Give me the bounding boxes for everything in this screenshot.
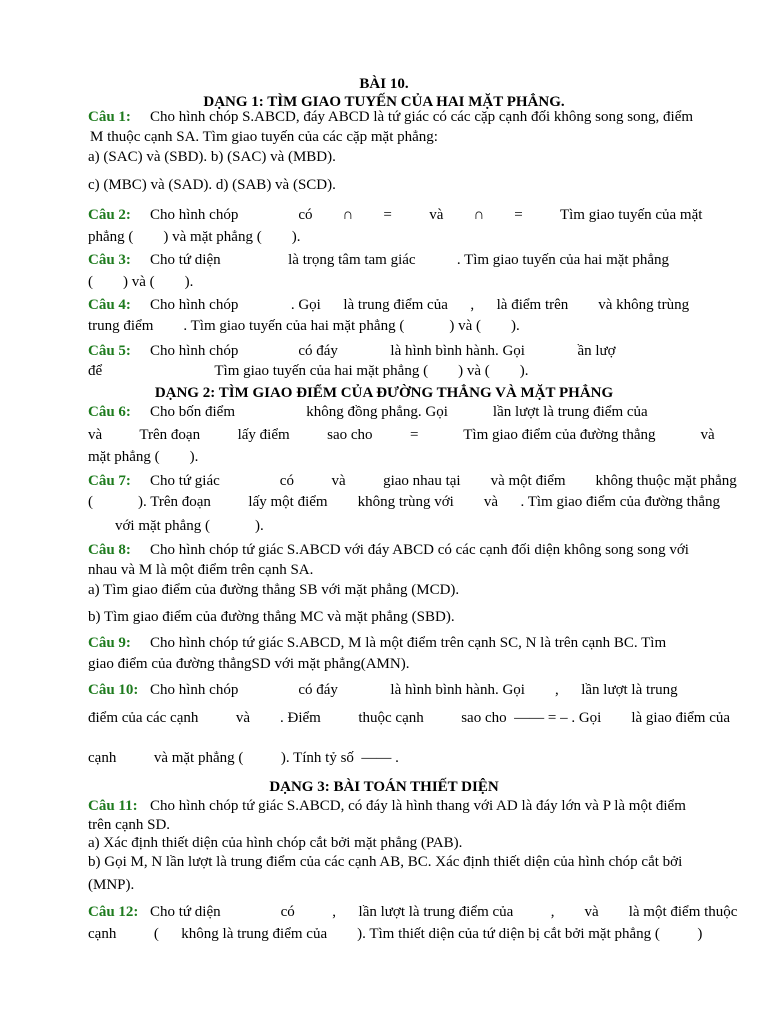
text-line [88, 493, 728, 512]
question-label: Câu 6: [88, 404, 131, 420]
text-line [88, 608, 728, 627]
question-label: Câu 5: [88, 343, 131, 359]
question-text: cạnh và mặt phẳng ( ). Tính tỷ số —— . [88, 750, 399, 766]
text-line [88, 296, 728, 315]
question-text: Cho tứ giác có và giao nhau tại và một điểm không thuộc mặt phẳng [150, 473, 737, 489]
text-line [88, 925, 728, 944]
question-text: Cho hình chóp có đáy là hình bình hành. Gọi ần lượ [150, 343, 616, 359]
text-line [88, 876, 728, 895]
document-title: BÀI 10. [359, 76, 409, 92]
question-text: điểm của các cạnh và . Điểm thuộc cạnh sao cho —— = – . Gọi là giao điểm của [88, 710, 731, 726]
question-text: Cho tứ diện có , lần lượt là trung điểm của , và là một điểm thuộc [150, 904, 738, 920]
text-line [88, 317, 728, 336]
text-line [88, 426, 728, 445]
question-text: nhau và M là một điểm trên cạnh SA. [88, 562, 314, 578]
question-text: a) (SAC) và (SBD). b) (SAC) và (MBD). [88, 149, 336, 165]
question-text: trung điểm . Tìm giao tuyến của hai mặt phẳng ( ) và ( ). [88, 318, 520, 334]
text-line [88, 448, 728, 467]
question-text: Cho hình chóp có ∩ = và ∩ = Tìm giao tuyến của mặt [150, 207, 703, 223]
question-text: và Trên đoạn lấy điểm sao cho = Tìm giao điểm của đường thẳng và [88, 427, 715, 443]
text-line [88, 228, 728, 247]
text-line [88, 853, 728, 872]
question-text: (MNP). [88, 877, 135, 893]
question-label: Câu 1: [88, 109, 131, 125]
question-text: Cho tứ diện là trọng tâm tam giác . Tìm giao tuyến của hai mặt phẳng [150, 252, 670, 268]
text-line [115, 517, 728, 536]
text-line [88, 581, 728, 600]
text-line [88, 108, 728, 127]
text-line [88, 472, 737, 491]
question-text: M thuộc cạnh SA. Tìm giao tuyến của các cặp mặt phẳng: [90, 129, 438, 145]
question-label: Câu 8: [88, 542, 131, 558]
question-text: để Tìm giao tuyến của hai mặt phẳng ( ) và ( ). [88, 363, 529, 379]
question-label: Câu 2: [88, 207, 131, 223]
text-line [88, 903, 738, 922]
question-text: Cho hình chóp tứ giác S.ABCD, có đáy là hình thang với AD là đáy lớn và P là một điểm [150, 798, 686, 814]
question-text: cạnh ( không là trung điểm của ). Tìm thiết diện của tứ diện bị cắt bởi mặt phẳng ( ) [88, 926, 703, 942]
text-line [88, 362, 728, 381]
text-line [88, 206, 728, 225]
question-text: a) Xác định thiết diện của hình chóp cắt bởi mặt phẳng (PAB). [88, 835, 463, 851]
question-text: trên cạnh SD. [88, 817, 171, 833]
text-line [88, 403, 728, 422]
question-text: a) Tìm giao điểm của đường thẳng SB với mặt phẳng (MCD). [88, 582, 460, 598]
section-heading-3: DẠNG 3: BÀI TOÁN THIẾT DIỆN [269, 779, 499, 795]
text-line [88, 797, 728, 816]
text-line [88, 709, 731, 728]
question-text: Cho hình chóp tứ giác S.ABCD với đáy ABCD có các cạnh đối diện không song song với [150, 542, 689, 558]
question-text: Cho hình chóp có đáy là hình bình hành. Gọi , lần lượt là trung [150, 682, 678, 698]
text-line [88, 342, 728, 361]
section-heading-2: DẠNG 2: TÌM GIAO ĐIỂM CỦA ĐƯỜNG THẲNG VÀ MẶT PHẲNG [154, 385, 614, 401]
text-line [88, 655, 728, 674]
text-line [88, 148, 728, 167]
question-text: Cho hình chóp . Gọi là trung điểm của , là điểm trên và không trùng [150, 297, 690, 313]
text-line [88, 251, 728, 270]
text-line [88, 541, 728, 560]
question-text: mặt phẳng ( ). [88, 449, 199, 465]
question-text: Cho hình chóp S.ABCD, đáy ABCD là tứ giác có các cặp cạnh đối không song song, điểm [150, 109, 694, 125]
text-line [88, 634, 728, 653]
question-label: Câu 9: [88, 635, 131, 651]
question-text: Cho hình chóp tứ giác S.ABCD, M là một điểm trên cạnh SC, N là trên cạnh BC. Tìm [150, 635, 667, 651]
question-text: b) Tìm giao điểm của đường thẳng MC và mặt phẳng (SBD). [88, 609, 455, 625]
text-line [88, 816, 728, 835]
question-text: với mặt phẳng ( ). [115, 518, 264, 534]
question-text: ( ). Trên đoạn lấy một điểm không trùng với và . Tìm giao điểm của đường thẳng [88, 494, 720, 510]
question-text: c) (MBC) và (SAD). d) (SAB) và (SCD). [88, 177, 336, 193]
question-label: Câu 4: [88, 297, 131, 313]
question-label: Câu 7: [88, 473, 131, 489]
text-line [88, 749, 728, 768]
question-text: phẳng ( ) và mặt phẳng ( ). [88, 229, 301, 245]
text-line [88, 273, 728, 292]
question-text: Cho bốn điểm không đồng phẳng. Gọi lần lượt là trung điểm của [150, 404, 648, 420]
question-text: giao điểm của đường thẳngSD với mặt phẳng(AMN). [88, 656, 410, 672]
question-text: b) Gọi M, N lần lượt là trung điểm của các cạnh AB, BC. Xác định thiết diện của hình chóp cắt bởi [88, 854, 683, 870]
text-line [88, 681, 728, 700]
question-label: Câu 3: [88, 252, 131, 268]
text-line [88, 834, 728, 853]
text-line [88, 561, 728, 580]
question-label: Câu 10: [88, 682, 139, 698]
question-label: Câu 11: [88, 798, 138, 814]
section-heading-1: DẠNG 1: TÌM GIAO TUYẾN CỦA HAI MẶT PHẲNG. [203, 94, 565, 110]
text-line [88, 176, 728, 195]
text-line [90, 128, 728, 147]
question-text: ( ) và ( ). [88, 274, 194, 290]
question-label: Câu 12: [88, 904, 139, 920]
